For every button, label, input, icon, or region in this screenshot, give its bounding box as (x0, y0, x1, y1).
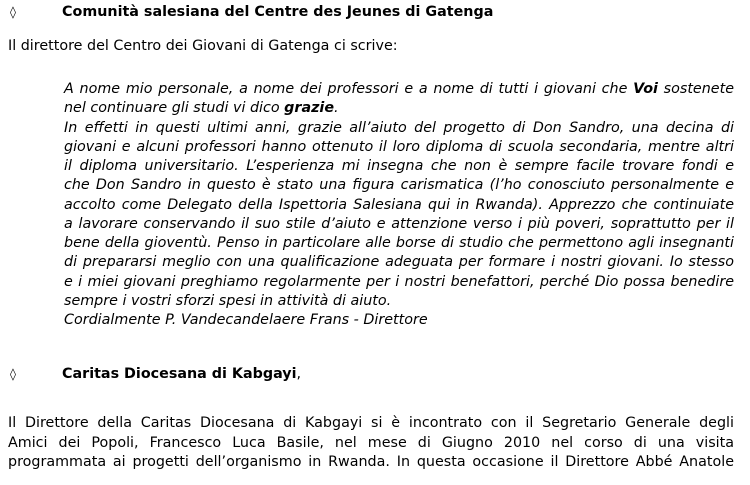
quote-text: A nome mio personale, a nome dei professori e a nome di tutti i giovani che (64, 81, 634, 97)
quote-line: a lavorare conservando il suo stile d’aiuto e attenzione verso i più poveri, soprattutto per il (64, 215, 734, 232)
section-heading-gatenga (0, 4, 750, 24)
paragraph-line: Amici dei Popoli, Francesco Luca Basile, nel mese di Giugno 2010 nel corso di una visita (8, 434, 734, 451)
paragraph-line: programmata ai progetti dell’organismo in Rwanda. In questa occasione il Direttore Abbé Anatole (8, 454, 734, 470)
director-letter-quote (64, 80, 734, 330)
section-heading-kabgayi (0, 366, 750, 386)
paragraph-line: Il Direttore della Caritas Diocesana di Kabgayi si è incontrato con il Segretario Generale degli (8, 415, 734, 431)
quote-line: il diploma universitario. L’esperienza mi insegna che non è sempre facile trovare fondi e (64, 158, 734, 174)
caritas-paragraph (8, 414, 734, 473)
quote-signature: Cordialmente P. Vandecandelaere Frans - Direttore (64, 312, 428, 328)
quote-line: In effetti in questi ultimi anni, grazie all’aiuto del progetto di Don Sandro, una decina di (64, 119, 734, 136)
diamond-bullet-icon: ◊ (10, 5, 16, 19)
quote-line: sempre i vostri sforzi spesi in attività di aiuto. (64, 292, 392, 309)
section-title-suffix: , (296, 366, 302, 382)
intro-paragraph: Il direttore del Centro dei Giovani di Gatenga ci scrive: (8, 38, 398, 54)
diamond-bullet-icon: ◊ (10, 367, 16, 381)
quote-line: di prepararsi meglio con una qualificazione adeguata per formare i nostri giovani. Io stesso (64, 254, 734, 271)
quote-text: sostenete (657, 81, 734, 97)
quote-line: accolto come Delegato della Ispettoria Salesiana qui in Rwanda). Apprezzo che continuiate (64, 196, 734, 213)
quote-line: e i miei giovani preghiamo regolarmente per i nostri benefattori, perché Dio possa benedire (64, 273, 734, 290)
section-title-text: Caritas Diocesana di Kabgayi (62, 366, 297, 382)
quote-text: nel continuare gli studi vi dico (64, 100, 285, 117)
quote-text: . (334, 100, 339, 117)
quote-emphasis: Voi (633, 81, 658, 97)
quote-line (64, 80, 734, 99)
section-title: Comunità salesiana del Centre des Jeunes di Gatenga (62, 4, 494, 20)
section-title (62, 366, 301, 382)
quote-line: bene della gioventù. Penso in particolare alle borse di studio che permettono agli insegnanti (64, 235, 734, 251)
quote-line (64, 99, 734, 118)
quote-line: che Don Sandro in questo è stato una figura carismatica (l’ho conosciuto personalmente e (64, 177, 734, 194)
quote-line: giovani e alcuni professori hanno ottenuto il loro diploma di scuola secondaria, mentre altri (64, 138, 734, 155)
quote-emphasis: grazie (284, 100, 335, 117)
